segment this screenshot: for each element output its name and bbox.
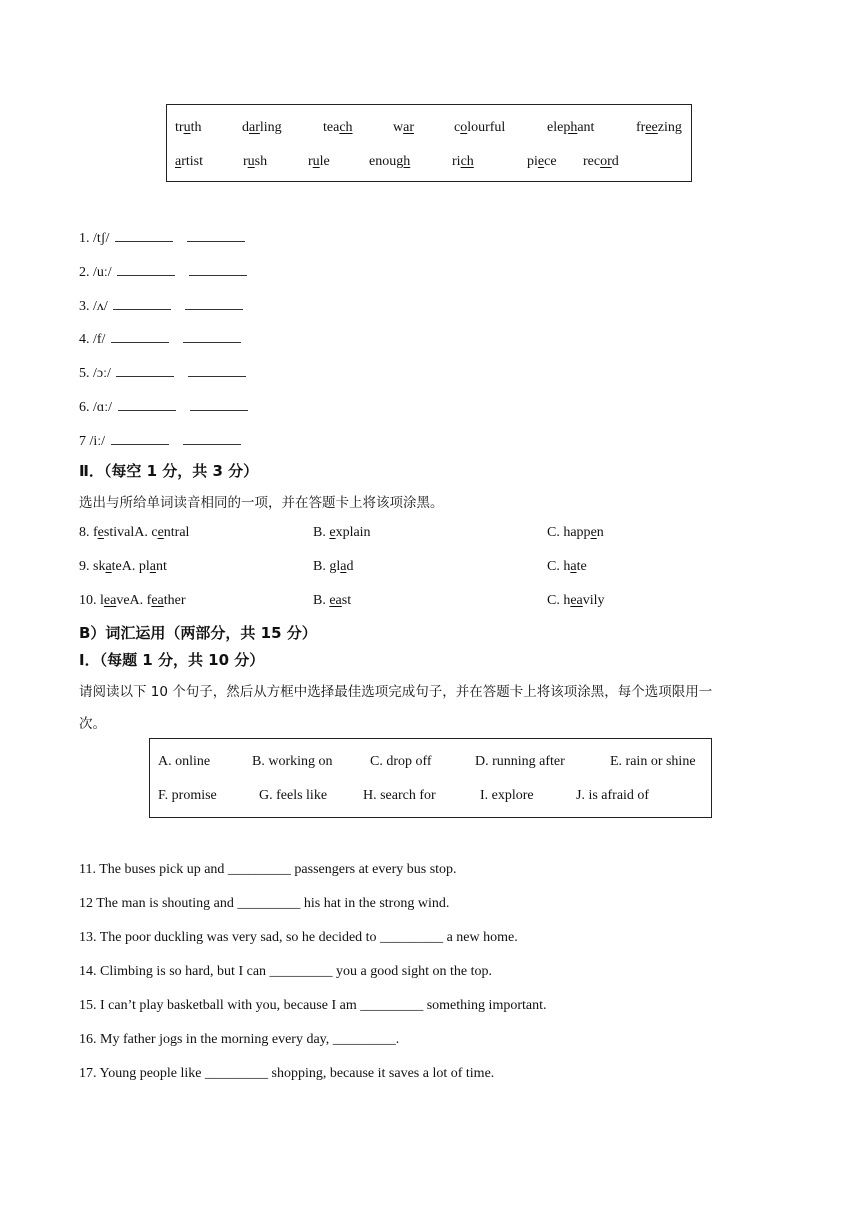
sentence: 17. Young people like _________ shopping, because it saves a lot of time. <box>79 1066 495 1081</box>
phonetic-label: 3. /ʌ/ <box>79 299 112 314</box>
answer-blank[interactable] <box>190 398 248 411</box>
answer-option-c[interactable]: C. hate <box>547 559 587 574</box>
answer-option-b[interactable]: B. glad <box>313 559 354 574</box>
section-b-sub-heading: Ⅰ．（每题 1 分，共 10 分） <box>79 651 265 669</box>
word-item: darling <box>242 120 282 135</box>
answer-blank[interactable] <box>118 398 176 411</box>
answer-blank[interactable] <box>185 297 243 310</box>
answer-blank[interactable] <box>116 364 174 377</box>
sentence: 16. My father jogs in the morning every day, _________. <box>79 1032 400 1047</box>
word-item: rich <box>452 154 474 169</box>
sentence-blank[interactable]: _________ <box>205 1066 268 1081</box>
sentence: 14. Climbing is so hard, but I can _________ you a good sight on the top. <box>79 964 492 979</box>
sentence: 11. The buses pick up and _________ passengers at every bus stop. <box>79 862 457 877</box>
section-b-heading: B）词汇运用（两部分，共 15 分） <box>79 624 317 642</box>
sentence: 15. I can’t play basketball with you, because I am _________ something important. <box>79 998 547 1013</box>
option-j: J. is afraid of <box>576 788 650 803</box>
answer-option-b[interactable]: B. explain <box>313 525 371 540</box>
option-g: G. feels like <box>259 788 328 803</box>
phonetic-line <box>79 263 247 281</box>
sentence-blank[interactable]: _________ <box>269 964 333 979</box>
word-box <box>166 104 692 182</box>
sentence: 13. The poor duckling was very sad, so he decided to _________ a new home. <box>79 930 518 945</box>
sentence-blank[interactable]: _________ <box>237 896 301 911</box>
answer-blank[interactable] <box>117 263 175 276</box>
word-row-1 <box>167 120 691 140</box>
section-2-instruction: 选出与所给单词读音相同的一项，并在答题卡上将该项涂黑。 <box>79 495 444 511</box>
phonetic-line <box>79 229 245 247</box>
answer-blank[interactable] <box>183 330 241 343</box>
phonetic-label: 6. /ɑː/ <box>79 400 116 415</box>
word-item: piece <box>527 154 557 169</box>
question-stem: 9. skateA. plant <box>79 559 167 574</box>
sentence-blank[interactable]: _________ <box>360 998 424 1013</box>
word-item: teach <box>323 120 353 135</box>
option-d: D. running after <box>475 754 565 769</box>
phonetic-label: 2. /uː/ <box>79 265 116 280</box>
word-item: artist <box>175 154 203 169</box>
answer-blank[interactable] <box>115 229 173 242</box>
phonetic-label: 7 /iː/ <box>79 434 109 449</box>
answer-blank[interactable] <box>183 432 241 445</box>
answer-blank[interactable] <box>188 364 246 377</box>
option-i: I. explore <box>480 788 534 803</box>
question-stem: 8. festivalA. central <box>79 525 190 540</box>
sentence-blank[interactable]: _________ <box>332 1032 396 1047</box>
phonetic-line <box>79 297 243 315</box>
phonetic-line <box>79 364 246 382</box>
option-f: F. promise <box>158 788 217 803</box>
phonetic-line <box>79 330 241 348</box>
phonetic-label: 4. /f/ <box>79 332 109 347</box>
option-h: H. search for <box>363 788 436 803</box>
word-item: rush <box>243 154 268 169</box>
sentence-blank[interactable]: _________ <box>380 930 444 945</box>
option-c: C. drop off <box>370 754 432 769</box>
word-item: elephant <box>547 120 595 135</box>
section-b-instruction-2: 次。 <box>79 716 106 732</box>
word-item: war <box>393 120 415 135</box>
phonetic-label: 1. /tʃ/ <box>79 231 113 246</box>
section-2-heading: Ⅱ．（每空 1 分，共 3 分） <box>79 462 259 480</box>
option-a: A. online <box>158 754 211 769</box>
word-item: truth <box>175 120 202 135</box>
phonetic-line <box>79 398 248 416</box>
answer-blank[interactable] <box>111 330 169 343</box>
word-item: record <box>583 154 619 169</box>
section-b-instruction-1: 请阅读以下 10 个句子，然后从方框中选择最佳选项完成句子，并在答题卡上将该项涂黑，每个选项限用一 <box>79 684 713 700</box>
phrase-options-box <box>149 738 712 818</box>
answer-blank[interactable] <box>189 263 247 276</box>
answer-blank[interactable] <box>187 229 245 242</box>
question-stem: 10. leaveA. feather <box>79 593 186 608</box>
word-row-2 <box>167 154 691 174</box>
answer-option-c[interactable]: C. happen <box>547 525 604 540</box>
answer-option-c[interactable]: C. heavily <box>547 593 605 608</box>
option-b: B. working on <box>252 754 333 769</box>
phonetic-line <box>79 432 241 450</box>
word-item: freezing <box>636 120 682 135</box>
sentence-blank[interactable]: _________ <box>227 862 291 877</box>
answer-option-b[interactable]: B. east <box>313 593 352 608</box>
sentence: 12 The man is shouting and _________ his hat in the strong wind. <box>79 896 450 911</box>
phonetic-label: 5. /ɔː/ <box>79 366 115 381</box>
answer-blank[interactable] <box>113 297 171 310</box>
word-item: colourful <box>454 120 506 135</box>
word-item: enough <box>369 154 411 169</box>
word-item: rule <box>308 154 330 169</box>
answer-blank[interactable] <box>111 432 169 445</box>
option-e: E. rain or shine <box>610 754 696 769</box>
